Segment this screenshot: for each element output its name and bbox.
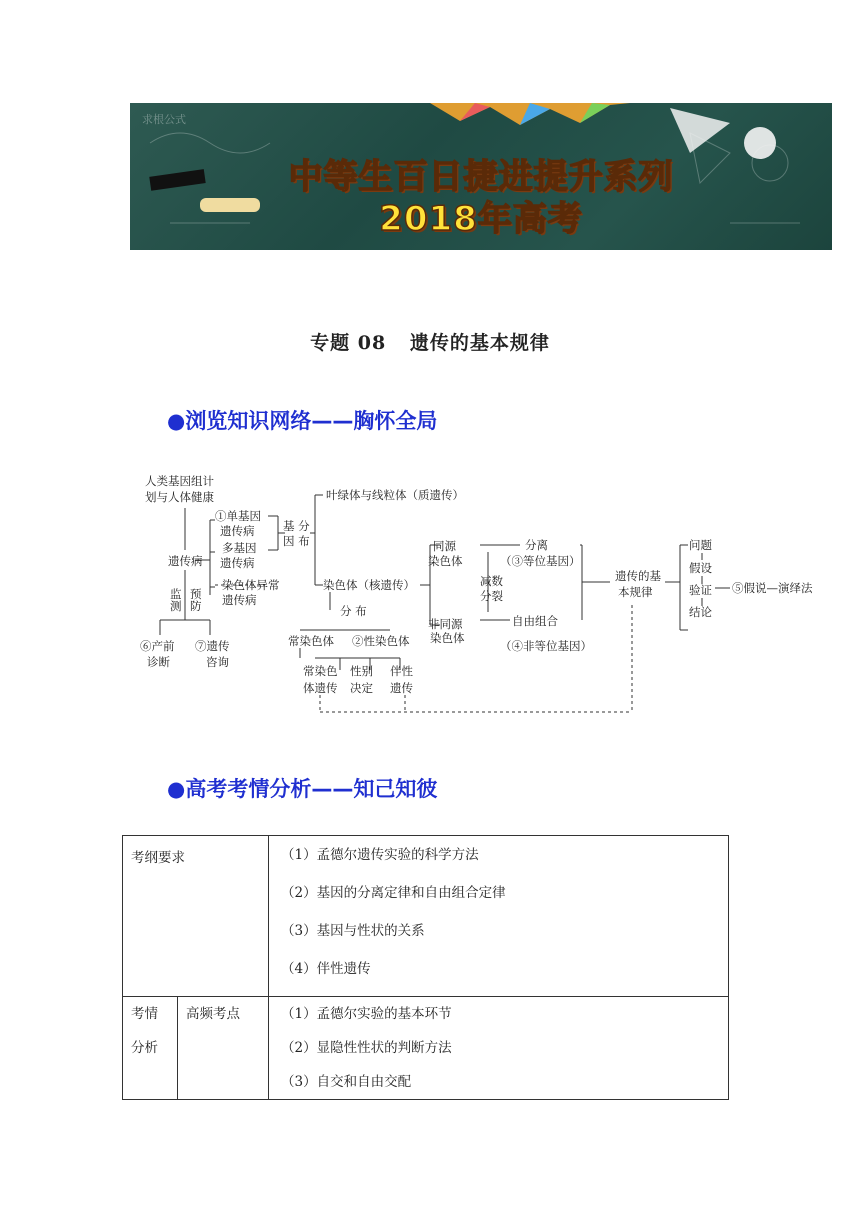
dia-separation: 分离	[525, 538, 548, 552]
dia-multi-2: 遗传病	[220, 556, 255, 570]
dia-prenatal-1: ⑥产前	[140, 639, 175, 653]
dia-chloro: 叶绿体与线粒体（质遗传）	[326, 488, 464, 502]
dia-homo-2: 染色体	[428, 554, 463, 568]
section-heading-network: ●浏览知识网络——胸怀全局	[167, 409, 438, 433]
dia-sexlink-1: 伴性	[390, 664, 413, 678]
banner-line-1: 中等生百日捷进提升系列	[288, 157, 674, 197]
freq-label: 高频考点	[186, 1006, 240, 1022]
dia-prenatal-2: 诊断	[147, 655, 170, 669]
dia-chrom-1: 染色体异常	[222, 578, 280, 592]
banner-scribble: 求根公式	[142, 113, 186, 126]
dia-monitor-1: 监	[170, 587, 182, 601]
freq-item: （2）显隐性性状的判断方法	[281, 1040, 452, 1056]
req-label: 考纲要求	[131, 850, 185, 866]
dia-sex-chrom: ②性染色体	[352, 634, 410, 648]
knowledge-network-diagram	[140, 470, 830, 720]
dia-q2: 假设	[689, 561, 712, 575]
analysis-label-cell	[123, 997, 178, 1100]
dia-law-1: 遗传的基	[615, 569, 661, 583]
dia-nonhomo-2: 染色体	[430, 631, 465, 645]
analysis-label-2: 分析	[131, 1040, 158, 1056]
dia-q3: 验证	[689, 583, 712, 597]
dia-chrom-2: 遗传病	[222, 593, 257, 607]
dia-meiosis-2: 分裂	[480, 589, 503, 603]
dia-sex-det-2: 决定	[350, 681, 373, 695]
req-items-cell	[269, 836, 729, 997]
dia-single-2: 遗传病	[220, 524, 255, 538]
title-prefix: 专题 08	[310, 332, 387, 354]
dia-chromosome: 染色体（核遗传）	[323, 578, 415, 592]
dia-auto-inh-1: 常染色	[303, 664, 338, 678]
dia-allele: （③等位基因）	[500, 554, 581, 568]
freq-items-cell	[269, 997, 729, 1100]
dia-sex-det-1: 性别	[350, 664, 373, 678]
section-heading-analysis: ●高考考情分析——知己知彼	[167, 777, 438, 801]
exam-requirements-table	[122, 835, 729, 1100]
dia-free: 自由组合	[512, 614, 558, 628]
dia-prevent-2: 防	[190, 599, 202, 613]
dia-counsel-1: ⑦遗传	[195, 639, 230, 653]
dia-meiosis-1: 减数	[480, 574, 503, 588]
dia-top-left-2: 划与人体健康	[145, 490, 214, 504]
dia-q4: 结论	[689, 605, 712, 619]
req-label-cell	[123, 836, 269, 997]
freq-item: （3）自交和自由交配	[281, 1074, 412, 1090]
freq-item: （1）孟德尔实验的基本环节	[281, 1006, 452, 1022]
dia-nonhomo-1: 非同源	[428, 617, 463, 631]
req-item: （2）基因的分离定律和自由组合定律	[281, 885, 506, 901]
dia-method: ⑤假说—演绎法	[732, 581, 813, 595]
req-item: （3）基因与性状的关系	[281, 923, 425, 939]
dia-auto-inh-2: 体遗传	[303, 681, 338, 695]
req-item: （4）伴性遗传	[281, 961, 371, 977]
title-name: 遗传的基本规律	[409, 332, 550, 354]
dia-nonallele: （④非等位基因）	[500, 639, 592, 653]
dia-q1: 问题	[689, 538, 712, 552]
dia-counsel-2: 咨询	[206, 655, 229, 669]
dia-multi-1: 多基因	[222, 541, 257, 555]
dia-fenbu: 分 布	[340, 604, 367, 618]
banner-line-2: 2018年高考	[379, 199, 583, 239]
dia-gene-1: 基 分	[283, 519, 310, 533]
page-title	[0, 328, 860, 355]
dia-prevent-1: 预	[190, 587, 202, 601]
req-item: （1）孟德尔遗传实验的科学方法	[281, 847, 479, 863]
dia-monitor-2: 测	[170, 599, 182, 613]
dia-sexlink-2: 遗传	[390, 681, 413, 695]
dia-gene-2: 因 布	[283, 534, 310, 548]
dia-top-left-1: 人类基因组计	[145, 474, 214, 488]
dia-homo-1: 同源	[433, 539, 456, 553]
freq-label-cell	[178, 997, 269, 1100]
dia-single-1: ①单基因	[215, 509, 261, 523]
dia-autosome: 常染色体	[288, 634, 334, 648]
dia-law-2: 本规律	[618, 585, 653, 599]
header-banner	[130, 103, 832, 250]
analysis-label-1: 考情	[131, 1006, 158, 1022]
dia-disease: 遗传病	[168, 554, 203, 568]
